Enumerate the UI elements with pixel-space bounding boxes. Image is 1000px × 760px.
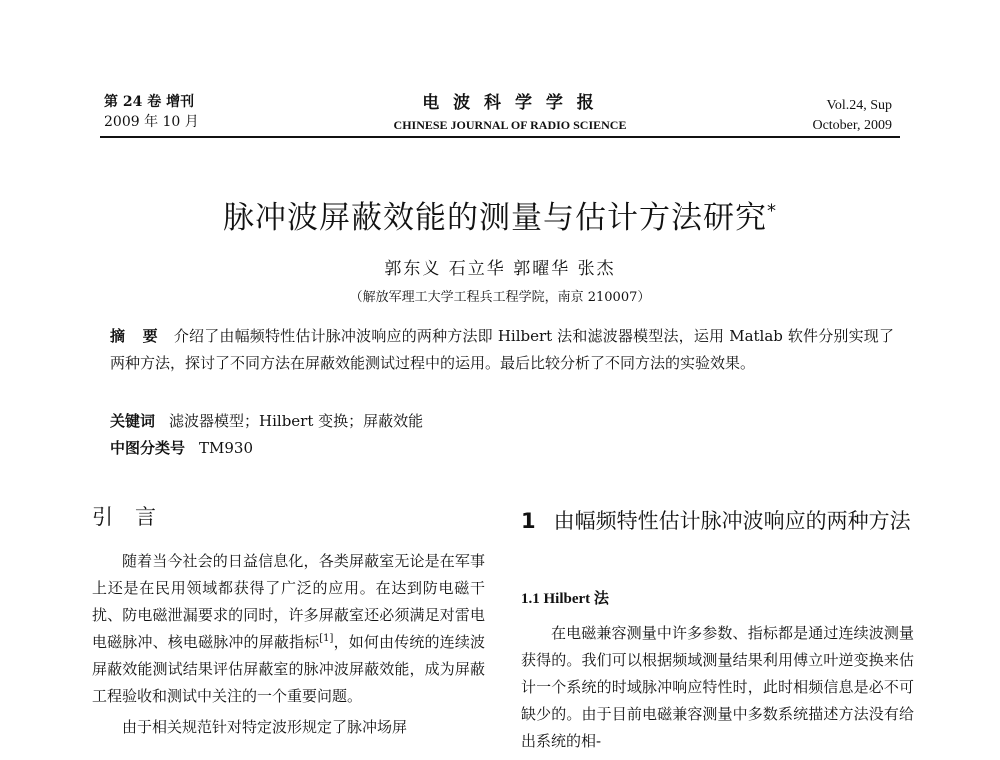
abstract-label: 摘 要 xyxy=(110,327,164,345)
intro-paragraph-1 xyxy=(92,548,485,710)
volume-issue: 第 24 卷 增刊 xyxy=(104,94,195,110)
keywords-label: 关键词 xyxy=(110,412,156,430)
intro-body xyxy=(92,548,485,741)
publication-date-en: October, 2009 xyxy=(812,118,892,133)
affiliation: （解放军理工大学工程兵工程学院，南京 210007） xyxy=(349,290,651,305)
journal-name-cn: 电 波 科 学 学 报 xyxy=(422,93,598,113)
volume-issue-en: Vol.24, Sup xyxy=(826,98,892,113)
intro-heading: 引言 xyxy=(92,505,178,529)
keywords-text: 滤波器模型；Hilbert 变换；屏蔽效能 xyxy=(169,412,424,430)
title-footnote-mark: * xyxy=(767,200,777,222)
journal-volume-info xyxy=(104,92,199,132)
abstract xyxy=(110,323,894,377)
paper-title-text: 脉冲波屏蔽效能的测量与估计方法研究 xyxy=(223,200,767,236)
classification-text: TM930 xyxy=(199,439,254,457)
journal-volume-info-en xyxy=(760,96,892,136)
citation-ref: [1] xyxy=(319,633,334,644)
intro-p1-text-b: ，如何由传统的连续波屏蔽效能测试结果评估屏蔽室的脉冲波屏蔽效能，成为屏蔽工程验收和测试中关注的一个重要问题。 xyxy=(92,633,485,705)
classification-label: 中图分类号 xyxy=(110,439,186,457)
section-1-number: 1 xyxy=(521,509,536,533)
authors: 郭东义 石立华 郭曜华 张杰 xyxy=(384,259,616,279)
classification-number xyxy=(110,437,894,459)
section-1-heading xyxy=(521,502,916,540)
paper-title xyxy=(100,196,900,240)
subsection-1-1-heading: 1.1 Hilbert 法 xyxy=(521,591,609,607)
publication-date-cn: 2009 年 10 月 xyxy=(104,114,199,130)
abstract-text: 介绍了由幅频特性估计脉冲波响应的两种方法即 Hilbert 法和滤波器模型法，运用 Matlab 软件分别实现了两种方法，探讨了不同方法在屏蔽效能测试过程中的运用。最后比较分析了不同方法的实验效果。 xyxy=(110,327,894,372)
section-1-body xyxy=(521,620,914,755)
section-1-paragraph-1: 在电磁兼容测量中许多参数、指标都是通过连续波测量获得的。我们可以根据频域测量结果利用傅立叶逆变换来估计一个系统的时域脉冲响应特性时，此时相频信息是必不可缺少的。由于目前电磁兼容测量中多数系统描述方法没有给出系统的相- xyxy=(521,624,914,750)
section-1-title: 由幅频特性估计脉冲波响应的两种方法 xyxy=(553,509,911,533)
keywords xyxy=(110,410,894,432)
journal-name-en: CHINESE JOURNAL OF RADIO SCIENCE xyxy=(393,118,627,132)
header-rule xyxy=(100,136,900,138)
intro-p1-text-a: 随着当今社会的日益信息化，各类屏蔽室无论是在军事上还是在民用领域都获得了广泛的应用。在达到防电磁干扰、防电磁泄漏要求的同时，许多屏蔽室还必须满足对雷电电磁脉冲、核电磁脉冲的屏蔽指标 xyxy=(92,552,485,651)
intro-paragraph-2: 由于相关规范针对特定波形规定了脉冲场屏 xyxy=(122,718,408,736)
journal-name xyxy=(360,92,660,134)
